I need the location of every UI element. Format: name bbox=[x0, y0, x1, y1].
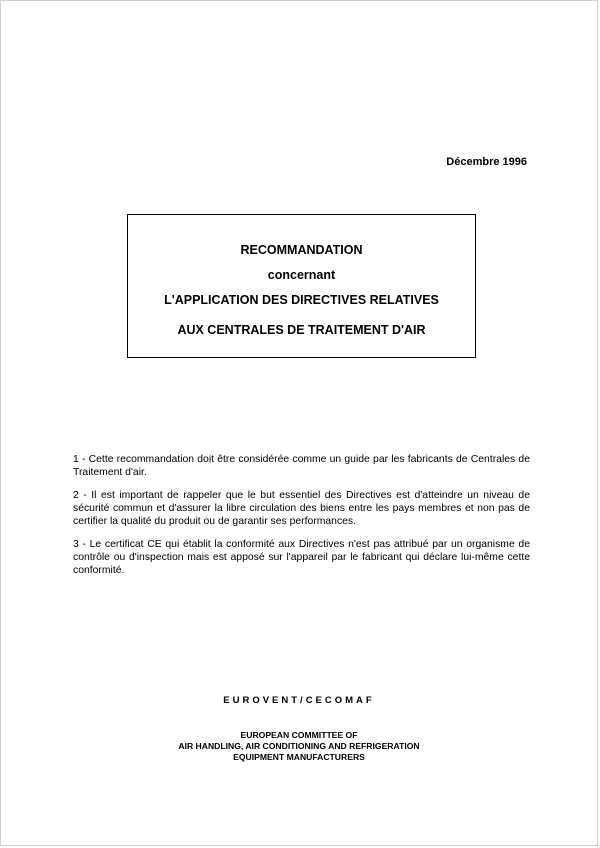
committee-line-3: EQUIPMENT MANUFACTURERS bbox=[233, 752, 365, 762]
title-box bbox=[127, 214, 476, 358]
paragraph-2: 2 - Il est important de rappeler que le but essentiel des Directives est d'atteindre un niveau de sécurité commun et d'assurer la libre circulation des biens entre les pays membres et non pas de certifier la qualité du produit ou de garantir ses performances. bbox=[73, 490, 530, 527]
committee-line-2: AIR HANDLING, AIR CONDITIONING AND REFRIGERATION bbox=[178, 741, 420, 751]
committee-block bbox=[1, 730, 597, 763]
organization-name: EUROVENT/CECOMAF bbox=[223, 695, 375, 706]
body-text bbox=[73, 453, 530, 587]
title-line-4: AUX CENTRALES DE TRAITEMENT D'AIR bbox=[177, 323, 426, 337]
title-line-3: L'APPLICATION DES DIRECTIVES RELATIVES bbox=[164, 293, 439, 307]
title-line-2: concernant bbox=[267, 268, 336, 282]
document-date: Décembre 1996 bbox=[446, 156, 527, 168]
paragraph-3: 3 - Le certificat CE qui établit la conformité aux Directives n'est pas attribué par un organisme de contrôle ou d'inspection mais est apposé sur l'appareil par le fabricant qui déclare lui-même cette conformité. bbox=[73, 539, 530, 576]
paragraph-1: 1 - Cette recommandation doit être considérée comme un guide par les fabricants de Centrales de Traitement d'air. bbox=[73, 454, 530, 478]
committee-line-1: EUROPEAN COMMITTEE OF bbox=[240, 730, 358, 740]
title-line-1: RECOMMANDATION bbox=[240, 243, 363, 257]
